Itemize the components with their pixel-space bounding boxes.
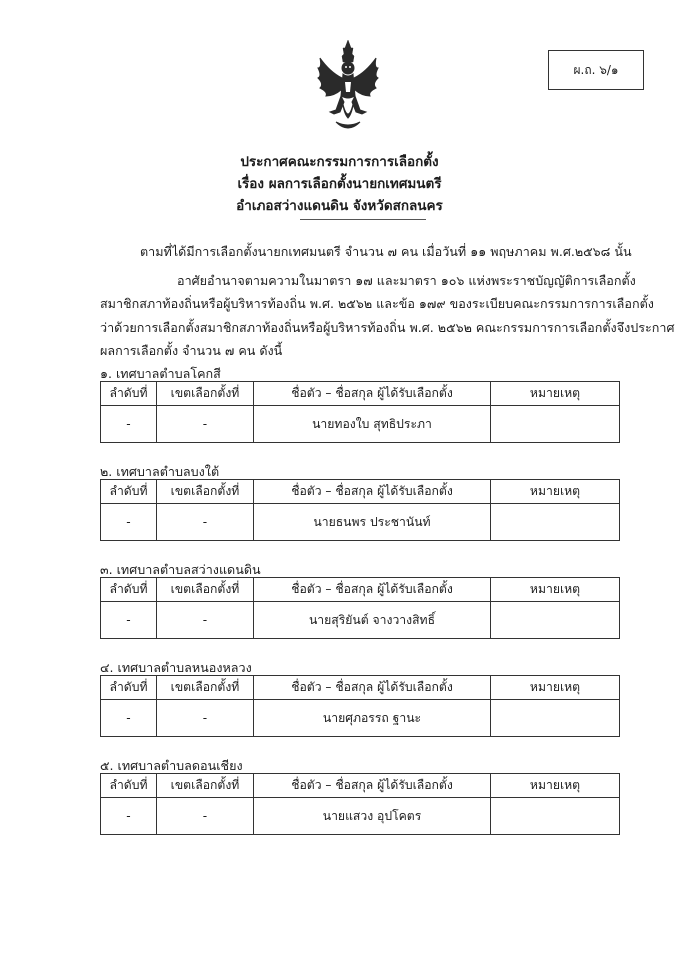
header-order: ลำดับที่ bbox=[101, 578, 157, 602]
section-title: ๕. เทศบาลตำบลดอนเชียง bbox=[100, 758, 243, 773]
cell-name: นายแสวง อุปโคตร bbox=[254, 798, 491, 835]
cell-name: นายสุริยันต์ จางวางสิทธิ์ bbox=[254, 602, 491, 639]
header-remark: หมายเหตุ bbox=[491, 578, 620, 602]
header-remark: หมายเหตุ bbox=[491, 382, 620, 406]
header-order: ลำดับที่ bbox=[101, 480, 157, 504]
header-district: เขตเลือกตั้งที่ bbox=[157, 676, 254, 700]
table-row bbox=[101, 602, 620, 639]
header-order: ลำดับที่ bbox=[101, 774, 157, 798]
result-table bbox=[100, 381, 620, 443]
result-table bbox=[100, 773, 620, 835]
cell-remark bbox=[491, 700, 620, 737]
result-table bbox=[100, 577, 620, 639]
cell-district: - bbox=[157, 602, 254, 639]
table-header-row bbox=[101, 382, 620, 406]
garuda-emblem-icon bbox=[312, 38, 384, 134]
form-code: ผ.ถ. ๖/๑ bbox=[573, 62, 619, 77]
intro-paragraph: ตามที่ได้มีการเลือกตั้งนายกเทศมนตรี จำนวน ๗ คน เมื่อวันที่ ๑๑ พฤษภาคม พ.ศ.๒๕๖๘ นั้น bbox=[140, 244, 632, 259]
header-district: เขตเลือกตั้งที่ bbox=[157, 774, 254, 798]
cell-remark bbox=[491, 602, 620, 639]
header-order: ลำดับที่ bbox=[101, 382, 157, 406]
cell-name: นายทองใบ สุทธิประภา bbox=[254, 406, 491, 443]
announcement-subject: เรื่อง ผลการเลือกตั้งนายกเทศมนตรี bbox=[237, 176, 442, 192]
header-district: เขตเลือกตั้งที่ bbox=[157, 382, 254, 406]
section-title: ๑. เทศบาลตำบลโคกสี bbox=[100, 366, 221, 381]
body-line-1: อาศัยอำนาจตามความในมาตรา ๑๗ และมาตรา ๑๐๖ แห่งพระราชบัญญัติการเลือกตั้ง bbox=[177, 273, 636, 288]
table-row bbox=[101, 700, 620, 737]
cell-order: - bbox=[101, 504, 157, 541]
cell-district: - bbox=[157, 406, 254, 443]
table-row bbox=[101, 504, 620, 541]
header-name: ชื่อตัว – ชื่อสกุล ผู้ได้รับเลือกตั้ง bbox=[254, 774, 491, 798]
section-title: ๒. เทศบาลตำบลบงใต้ bbox=[100, 464, 220, 479]
header-remark: หมายเหตุ bbox=[491, 480, 620, 504]
section-title: ๓. เทศบาลตำบลสว่างแดนดิน bbox=[100, 562, 261, 577]
header-name: ชื่อตัว – ชื่อสกุล ผู้ได้รับเลือกตั้ง bbox=[254, 578, 491, 602]
form-code-box bbox=[548, 50, 644, 90]
body-line-4: ผลการเลือกตั้ง จำนวน ๗ คน ดังนี้ bbox=[100, 343, 283, 358]
header-district: เขตเลือกตั้งที่ bbox=[157, 578, 254, 602]
cell-order: - bbox=[101, 798, 157, 835]
announcement-title: ประกาศคณะกรรมการการเลือกตั้ง bbox=[240, 154, 439, 170]
body-line-3: ว่าด้วยการเลือกตั้งสมาชิกสภาท้องถิ่นหรือผู้บริหารท้องถิ่น พ.ศ. ๒๕๖๒ คณะกรรมการการเลือกตั้งจึงประกาศ bbox=[100, 320, 675, 335]
cell-order: - bbox=[101, 700, 157, 737]
result-table bbox=[100, 479, 620, 541]
header-remark: หมายเหตุ bbox=[491, 676, 620, 700]
header-name: ชื่อตัว – ชื่อสกุล ผู้ได้รับเลือกตั้ง bbox=[254, 480, 491, 504]
result-table bbox=[100, 675, 620, 737]
title-divider bbox=[300, 219, 426, 220]
header-district: เขตเลือกตั้งที่ bbox=[157, 480, 254, 504]
cell-name: นายศุภอรรถ ฐานะ bbox=[254, 700, 491, 737]
cell-district: - bbox=[157, 504, 254, 541]
cell-remark bbox=[491, 406, 620, 443]
cell-order: - bbox=[101, 602, 157, 639]
table-header-row bbox=[101, 676, 620, 700]
header-name: ชื่อตัว – ชื่อสกุล ผู้ได้รับเลือกตั้ง bbox=[254, 382, 491, 406]
cell-remark bbox=[491, 504, 620, 541]
body-line-2: สมาชิกสภาท้องถิ่นหรือผู้บริหารท้องถิ่น พ.ศ. ๒๕๖๒ และข้อ ๑๗๙ ของระเบียบคณะกรรมการการเลือกตั้ง bbox=[100, 296, 654, 311]
header-order: ลำดับที่ bbox=[101, 676, 157, 700]
section-title: ๔. เทศบาลตำบลหนองหลวง bbox=[100, 660, 252, 675]
table-header-row bbox=[101, 774, 620, 798]
table-header-row bbox=[101, 480, 620, 504]
announcement-location: อำเภอสว่างแดนดิน จังหวัดสกลนคร bbox=[236, 198, 443, 214]
cell-name: นายธนพร ประชานันท์ bbox=[254, 504, 491, 541]
table-row bbox=[101, 406, 620, 443]
table-header-row bbox=[101, 578, 620, 602]
header-name: ชื่อตัว – ชื่อสกุล ผู้ได้รับเลือกตั้ง bbox=[254, 676, 491, 700]
cell-district: - bbox=[157, 798, 254, 835]
cell-order: - bbox=[101, 406, 157, 443]
cell-remark bbox=[491, 798, 620, 835]
header-remark: หมายเหตุ bbox=[491, 774, 620, 798]
table-row bbox=[101, 798, 620, 835]
cell-district: - bbox=[157, 700, 254, 737]
